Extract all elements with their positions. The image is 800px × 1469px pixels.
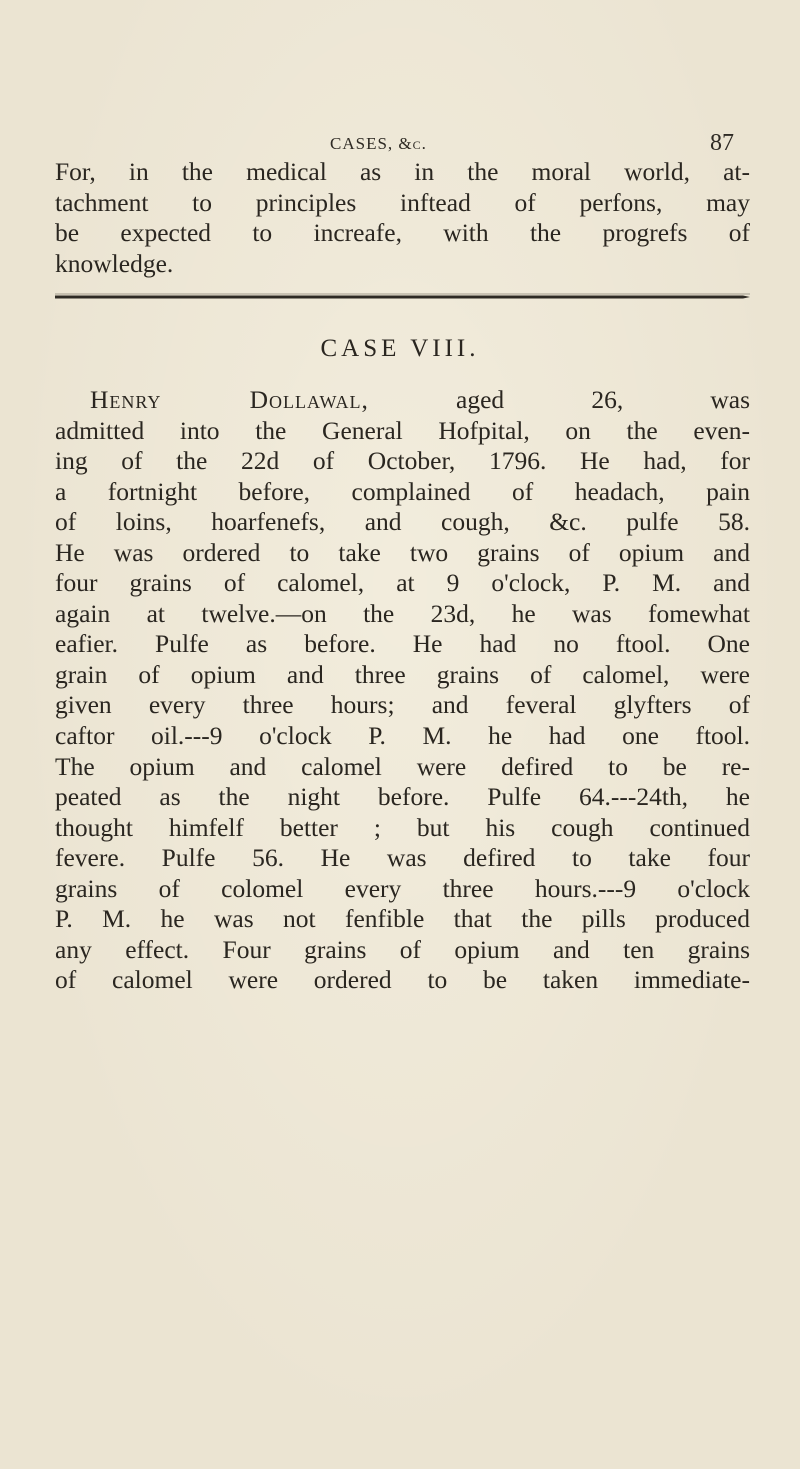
text-line: four grains of calomel, at 9 o'clock, P. M. and [55, 568, 750, 598]
text-line: admitted into the General Hofpital, on the even- [55, 415, 750, 445]
page-number: 87 [710, 130, 734, 156]
text-line: For, in the medical as in the moral world, at- [55, 157, 750, 186]
text-line: grain of opium and three grains of calomel, were [55, 659, 750, 689]
text-line: any effect. Four grains of opium and ten grains [55, 934, 750, 964]
text-line: a fortnight before, complained of headach, pain [55, 476, 750, 506]
patient-name: Henry Dollawal, [90, 385, 369, 414]
running-title: CASES, &c. [330, 134, 427, 153]
text-line: of loins, hoarfenefs, and cough, &c. pulfe 58. [55, 507, 750, 537]
text-line: be expected to increafe, with the progrefs of [55, 218, 750, 248]
text-line: tachment to principles inftead of perfons, may [55, 187, 750, 217]
text-line: thought himfelf better ; but his cough continued [55, 812, 750, 842]
text-line: The opium and calomel were defired to be re- [55, 751, 750, 781]
text-line [55, 385, 750, 416]
text-line: given every three hours; and feveral glyfters of [55, 690, 750, 720]
text-line: peated as the night before. Pulfe 64.---24th, he [55, 782, 750, 812]
text-line: ing of the 22d of October, 1796. He had, for [55, 446, 750, 476]
intro-paragraph [55, 157, 750, 279]
first-line-rest: aged 26, was [368, 385, 751, 414]
text-line: knowledge. [55, 248, 174, 278]
text-line: He was ordered to take two grains of opium and [55, 537, 750, 567]
text-line: again at twelve.—on the 23d, he was fomewhat [55, 598, 750, 628]
text-line: P. M. he was not fenfible that the pills produced [55, 904, 750, 934]
text-line: eafier. Pulfe as before. He had no ftool. One [55, 629, 750, 659]
case-body [55, 385, 750, 996]
case-heading: CASE VIII. [320, 335, 480, 362]
text-line: grains of colomel every three hours.---9 o'clock [55, 873, 750, 903]
text-line: caftor oil.---9 o'clock P. M. he had one ftool. [55, 721, 750, 751]
section-divider [55, 293, 750, 301]
text-line: of calomel were ordered to be taken immediate- [55, 965, 750, 995]
text-line: fevere. Pulfe 56. He was defired to take four [55, 843, 750, 873]
